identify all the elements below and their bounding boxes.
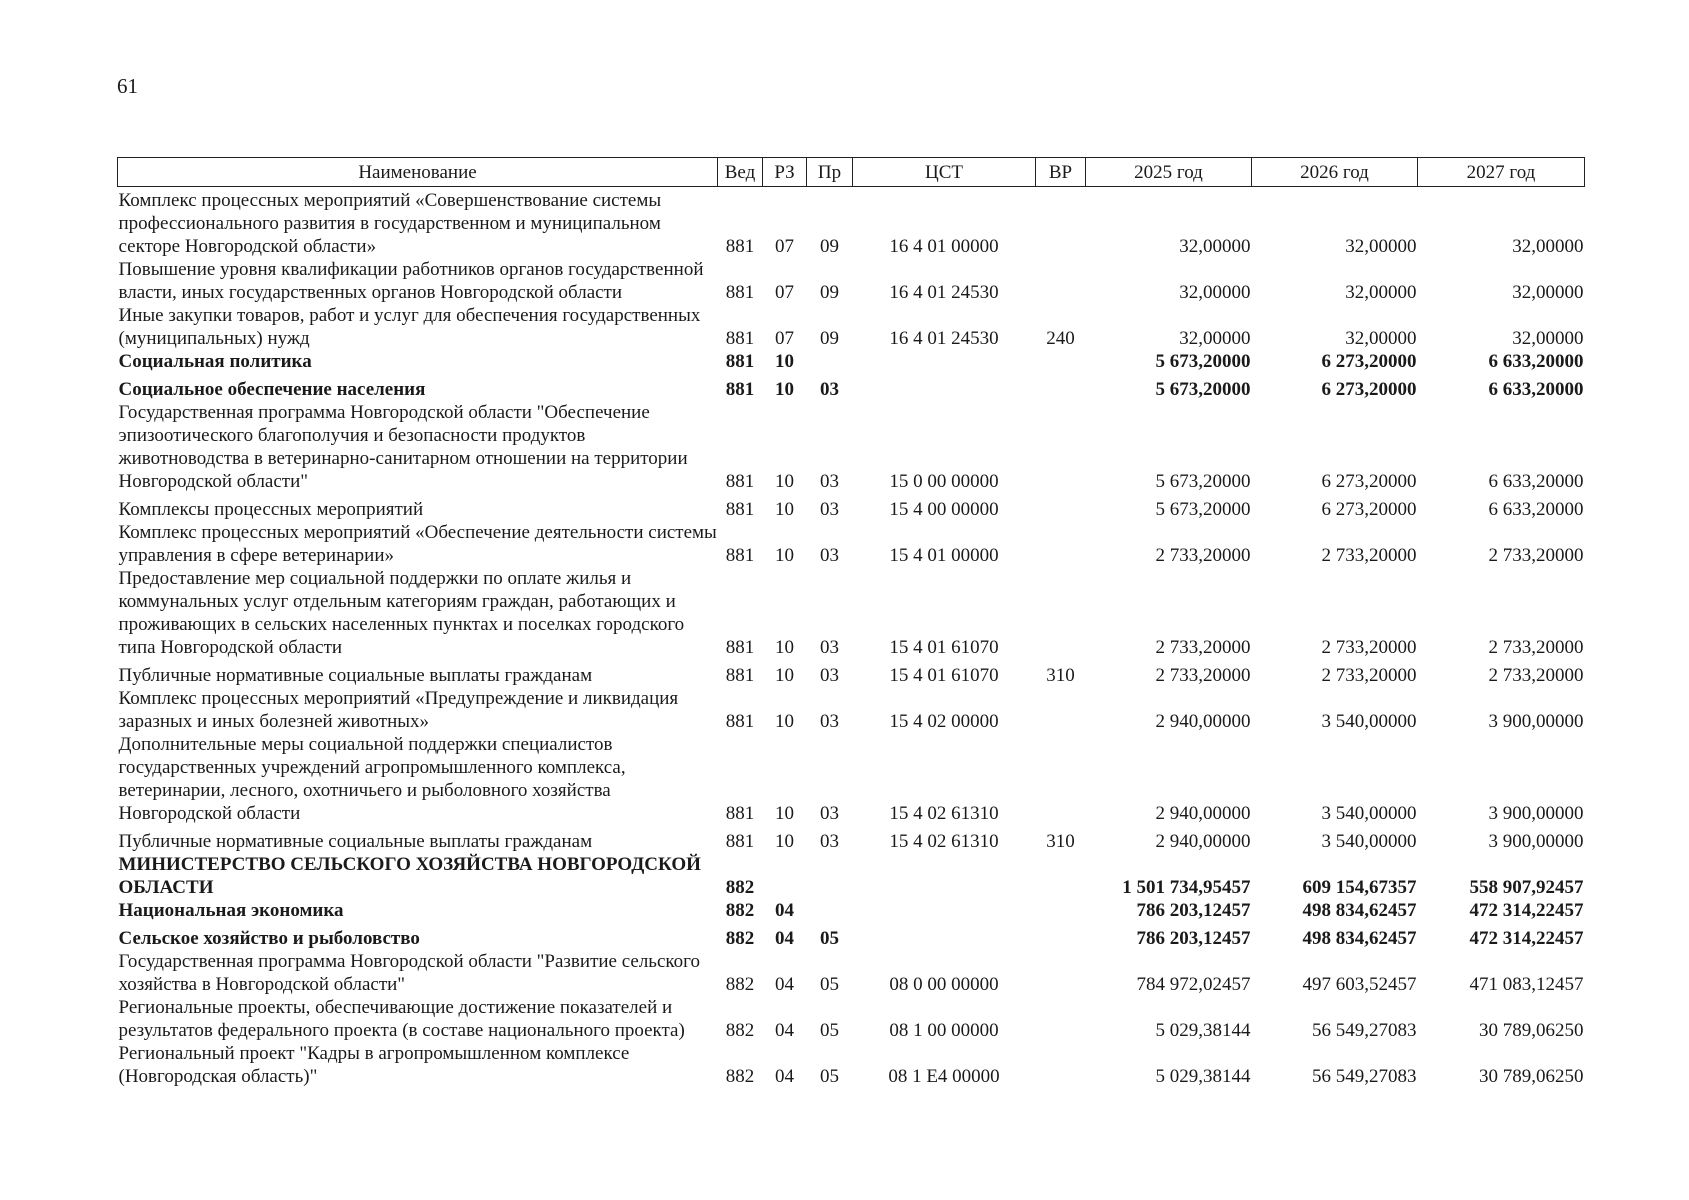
cell-ved: 882 xyxy=(725,928,755,949)
cell-pr: 05 xyxy=(820,974,839,995)
cell-2025: 786 203,12457 xyxy=(1136,900,1251,921)
table-row xyxy=(118,304,1585,350)
cell-name: Комплекс процессных мероприятий «Совершенствование системы профессионального развития в государственном и муниципальном секторе Новгородской области» xyxy=(118,190,662,257)
cell-vr xyxy=(1036,1042,1086,1088)
cell-cst: 15 4 02 00000 xyxy=(889,711,999,732)
header-2027: 2027 год xyxy=(1418,158,1585,187)
cell-rz: 07 xyxy=(775,328,794,349)
cell-ved: 882 xyxy=(725,877,755,898)
cell-name: Комплекс процессных мероприятий «Обеспечение деятельности системы управления в сфере ветеринарии» xyxy=(118,522,717,566)
cell-vr xyxy=(1036,373,1086,401)
cell-2025: 5 029,38144 xyxy=(1155,1066,1251,1087)
table-row xyxy=(118,1042,1585,1088)
cell-pr: 03 xyxy=(820,665,839,686)
cell-2025: 5 673,20000 xyxy=(1155,471,1251,492)
cell-2026: 6 273,20000 xyxy=(1321,471,1417,492)
cell-vr xyxy=(1036,733,1086,825)
cell-vr xyxy=(1036,187,1086,259)
cell-pr: 05 xyxy=(820,1066,839,1087)
cell-rz: 07 xyxy=(775,236,794,257)
cell-ved: 881 xyxy=(725,499,755,520)
cell-ved: 881 xyxy=(725,637,755,658)
cell-pr: 09 xyxy=(820,282,839,303)
cell-name: Дополнительные меры социальной поддержки специалистов государственных учреждений агропромышленного комплекса, ветеринарии, лесного, охотничьего и рыболовного хозяйства Новгородской области xyxy=(118,734,626,824)
cell-2026: 498 834,62457 xyxy=(1302,900,1417,921)
cell-2026: 6 273,20000 xyxy=(1321,499,1417,520)
cell-vr: 240 xyxy=(1046,328,1075,349)
cell-vr xyxy=(1036,350,1086,373)
cell-vr xyxy=(1036,401,1086,493)
header-2025: 2025 год xyxy=(1086,158,1252,187)
cell-name: Государственная программа Новгородской области "Обеспечение эпизоотического благополучия и безопасности продуктов животноводства в ветеринарно-санитарном отношении на территории Новгородской области" xyxy=(118,402,688,492)
table-row xyxy=(118,567,1585,659)
cell-2026: 6 273,20000 xyxy=(1321,379,1417,400)
cell-cst: 08 1 Е4 00000 xyxy=(888,1066,1000,1087)
cell-vr xyxy=(1036,853,1086,899)
cell-2027: 30 789,06250 xyxy=(1479,1066,1584,1087)
header-rz: РЗ xyxy=(763,158,807,187)
header-name: Наименование xyxy=(118,158,718,187)
table-row xyxy=(118,922,1585,950)
cell-name: Повышение уровня квалификации работников органов государственной власти, иных государственных органов Новгородской области xyxy=(118,259,704,303)
cell-2027: 2 733,20000 xyxy=(1488,637,1584,658)
cell-ved: 881 xyxy=(725,471,755,492)
cell-cst: 08 0 00 00000 xyxy=(889,974,999,995)
cell-2025: 2 940,00000 xyxy=(1155,831,1251,852)
cell-rz: 04 xyxy=(775,900,794,921)
cell-2027: 32,00000 xyxy=(1512,236,1584,257)
cell-2026: 2 733,20000 xyxy=(1321,637,1417,658)
cell-cst xyxy=(853,899,1036,922)
table-row xyxy=(118,521,1585,567)
cell-2025: 2 940,00000 xyxy=(1155,803,1251,824)
cell-2025: 784 972,02457 xyxy=(1136,974,1251,995)
table-row xyxy=(118,899,1585,922)
cell-ved: 881 xyxy=(725,831,755,852)
cell-cst: 15 4 01 61070 xyxy=(889,637,999,658)
table-row xyxy=(118,401,1585,493)
cell-pr xyxy=(807,899,853,922)
cell-rz: 10 xyxy=(775,471,794,492)
cell-name: Социальная политика xyxy=(118,351,312,372)
cell-rz: 10 xyxy=(775,379,794,400)
cell-pr: 09 xyxy=(820,236,839,257)
cell-ved: 881 xyxy=(725,803,755,824)
cell-2026: 3 540,00000 xyxy=(1321,831,1417,852)
cell-ved: 882 xyxy=(725,900,755,921)
cell-2027: 6 633,20000 xyxy=(1488,471,1584,492)
cell-2027: 471 083,12457 xyxy=(1469,974,1584,995)
cell-cst xyxy=(853,922,1036,950)
cell-2026: 2 733,20000 xyxy=(1321,545,1417,566)
cell-pr: 03 xyxy=(820,499,839,520)
cell-2027: 32,00000 xyxy=(1512,282,1584,303)
cell-2025: 786 203,12457 xyxy=(1136,928,1251,949)
cell-2025: 2 733,20000 xyxy=(1155,545,1251,566)
cell-2026: 6 273,20000 xyxy=(1321,351,1417,372)
cell-2026: 56 549,27083 xyxy=(1312,1066,1417,1087)
cell-rz: 10 xyxy=(775,711,794,732)
cell-pr: 09 xyxy=(820,328,839,349)
cell-vr: 310 xyxy=(1046,665,1075,686)
cell-name: Публичные нормативные социальные выплаты гражданам xyxy=(118,665,593,686)
cell-vr xyxy=(1036,922,1086,950)
cell-2027: 6 633,20000 xyxy=(1488,379,1584,400)
table-body xyxy=(118,187,1585,1089)
cell-ved: 881 xyxy=(725,545,755,566)
cell-ved: 881 xyxy=(725,282,755,303)
cell-2026: 609 154,67357 xyxy=(1302,877,1417,898)
table-row xyxy=(118,687,1585,733)
cell-pr xyxy=(807,853,853,899)
cell-name: Региональные проекты, обеспечивающие достижение показателей и результатов федерального проекта (в составе национального проекта) xyxy=(118,997,685,1041)
table-row xyxy=(118,187,1585,259)
cell-name: Социальное обеспечение населения xyxy=(118,379,426,400)
cell-2025: 2 940,00000 xyxy=(1155,711,1251,732)
header-cst: ЦСТ xyxy=(853,158,1036,187)
cell-2027: 558 907,92457 xyxy=(1469,877,1584,898)
cell-vr xyxy=(1036,521,1086,567)
cell-pr xyxy=(807,350,853,373)
cell-vr xyxy=(1036,493,1086,521)
cell-cst: 15 0 00 00000 xyxy=(889,471,999,492)
cell-2025: 5 673,20000 xyxy=(1155,379,1251,400)
cell-2025: 2 733,20000 xyxy=(1155,637,1251,658)
header-2026: 2026 год xyxy=(1252,158,1418,187)
table-row xyxy=(118,733,1585,825)
cell-rz: 04 xyxy=(775,1066,794,1087)
cell-name: Комплекс процессных мероприятий «Предупреждение и ликвидация заразных и иных болезней животных» xyxy=(118,688,679,732)
cell-2025: 1 501 734,95457 xyxy=(1122,877,1251,898)
header-ved: Вед xyxy=(718,158,763,187)
table-row xyxy=(118,493,1585,521)
cell-pr: 03 xyxy=(820,803,839,824)
cell-name: Иные закупки товаров, работ и услуг для обеспечения государственных (муниципальных) нужд xyxy=(118,305,701,349)
cell-rz: 10 xyxy=(775,637,794,658)
cell-pr: 03 xyxy=(820,379,839,400)
cell-2026: 32,00000 xyxy=(1345,328,1417,349)
header-vr: ВР xyxy=(1036,158,1086,187)
cell-vr xyxy=(1036,567,1086,659)
cell-2025: 5 673,20000 xyxy=(1155,351,1251,372)
cell-cst: 16 4 01 24530 xyxy=(889,328,999,349)
cell-name: Региональный проект "Кадры в агропромышленном комплексе (Новгородская область)" xyxy=(118,1043,630,1087)
cell-2026: 3 540,00000 xyxy=(1321,803,1417,824)
cell-cst: 15 4 01 00000 xyxy=(889,545,999,566)
cell-vr xyxy=(1036,899,1086,922)
budget-table xyxy=(117,157,1585,1088)
cell-ved: 882 xyxy=(725,1020,755,1041)
cell-2027: 3 900,00000 xyxy=(1488,711,1584,732)
cell-name: Национальная экономика xyxy=(118,900,344,921)
table-row xyxy=(118,659,1585,687)
table-row xyxy=(118,853,1585,899)
cell-pr: 03 xyxy=(820,831,839,852)
cell-ved: 881 xyxy=(725,328,755,349)
table-row xyxy=(118,825,1585,853)
header-pr: Пр xyxy=(807,158,853,187)
cell-2025: 32,00000 xyxy=(1179,328,1251,349)
cell-rz xyxy=(763,853,807,899)
cell-vr xyxy=(1036,258,1086,304)
cell-cst: 15 4 00 00000 xyxy=(889,499,999,520)
cell-pr: 05 xyxy=(820,1020,839,1041)
cell-2026: 497 603,52457 xyxy=(1302,974,1417,995)
cell-rz: 10 xyxy=(775,665,794,686)
cell-2027: 32,00000 xyxy=(1512,328,1584,349)
cell-2027: 30 789,06250 xyxy=(1479,1020,1584,1041)
cell-2026: 2 733,20000 xyxy=(1321,665,1417,686)
cell-name: Комплексы процессных мероприятий xyxy=(118,499,424,520)
cell-cst xyxy=(853,350,1036,373)
cell-rz: 10 xyxy=(775,831,794,852)
table-row xyxy=(118,373,1585,401)
cell-pr: 03 xyxy=(820,545,839,566)
cell-rz: 10 xyxy=(775,351,794,372)
cell-cst: 15 4 01 61070 xyxy=(889,665,999,686)
cell-ved: 881 xyxy=(725,711,755,732)
cell-name: МИНИСТЕРСТВО СЕЛЬСКОГО ХОЗЯЙСТВА НОВГОРОДСКОЙ ОБЛАСТИ xyxy=(118,854,701,898)
cell-pr: 03 xyxy=(820,471,839,492)
cell-cst xyxy=(853,373,1036,401)
cell-2025: 5 673,20000 xyxy=(1155,499,1251,520)
cell-2027: 472 314,22457 xyxy=(1469,928,1584,949)
cell-2025: 32,00000 xyxy=(1179,236,1251,257)
cell-pr: 03 xyxy=(820,711,839,732)
cell-rz: 04 xyxy=(775,1020,794,1041)
cell-name: Предоставление мер социальной поддержки по оплате жилья и коммунальных услуг отдельным категориям граждан, работающих и проживающих в сельских населенных пунктах и поселках городского типа Новгородской области xyxy=(118,568,685,658)
cell-cst xyxy=(853,853,1036,899)
cell-rz: 04 xyxy=(775,928,794,949)
cell-2026: 3 540,00000 xyxy=(1321,711,1417,732)
cell-vr xyxy=(1036,996,1086,1042)
cell-cst: 16 4 01 00000 xyxy=(889,236,999,257)
page-number: 61 xyxy=(117,74,138,98)
cell-name: Публичные нормативные социальные выплаты гражданам xyxy=(118,831,593,852)
cell-rz: 07 xyxy=(775,282,794,303)
cell-rz: 10 xyxy=(775,545,794,566)
cell-2027: 6 633,20000 xyxy=(1488,351,1584,372)
cell-vr: 310 xyxy=(1046,831,1075,852)
cell-cst: 15 4 02 61310 xyxy=(889,831,999,852)
cell-2026: 32,00000 xyxy=(1345,236,1417,257)
cell-2025: 32,00000 xyxy=(1179,282,1251,303)
table-row xyxy=(118,950,1585,996)
cell-rz: 10 xyxy=(775,499,794,520)
cell-vr xyxy=(1036,950,1086,996)
cell-ved: 881 xyxy=(725,379,755,400)
cell-pr: 03 xyxy=(820,637,839,658)
cell-2027: 472 314,22457 xyxy=(1469,900,1584,921)
cell-name: Государственная программа Новгородской области "Развитие сельского хозяйства в Новгородской области" xyxy=(118,951,700,995)
cell-ved: 881 xyxy=(725,236,755,257)
table-row xyxy=(118,258,1585,304)
table-row xyxy=(118,350,1585,373)
cell-rz: 04 xyxy=(775,974,794,995)
cell-rz: 10 xyxy=(775,803,794,824)
cell-name: Сельское хозяйство и рыболовство xyxy=(118,928,420,949)
cell-2025: 2 733,20000 xyxy=(1155,665,1251,686)
table-row xyxy=(118,996,1585,1042)
cell-cst: 08 1 00 00000 xyxy=(889,1020,999,1041)
cell-cst: 15 4 02 61310 xyxy=(889,803,999,824)
cell-2026: 56 549,27083 xyxy=(1312,1020,1417,1041)
table-header-row xyxy=(118,158,1585,187)
cell-2026: 32,00000 xyxy=(1345,282,1417,303)
cell-pr: 05 xyxy=(820,928,839,949)
cell-cst: 16 4 01 24530 xyxy=(889,282,999,303)
cell-2025: 5 029,38144 xyxy=(1155,1020,1251,1041)
cell-vr xyxy=(1036,687,1086,733)
cell-ved: 882 xyxy=(725,1066,755,1087)
cell-2027: 2 733,20000 xyxy=(1488,665,1584,686)
cell-2027: 2 733,20000 xyxy=(1488,545,1584,566)
cell-ved: 881 xyxy=(725,665,755,686)
cell-2027: 6 633,20000 xyxy=(1488,499,1584,520)
cell-ved: 882 xyxy=(725,974,755,995)
cell-2027: 3 900,00000 xyxy=(1488,803,1584,824)
cell-2026: 498 834,62457 xyxy=(1302,928,1417,949)
cell-ved: 881 xyxy=(725,351,755,372)
cell-2027: 3 900,00000 xyxy=(1488,831,1584,852)
